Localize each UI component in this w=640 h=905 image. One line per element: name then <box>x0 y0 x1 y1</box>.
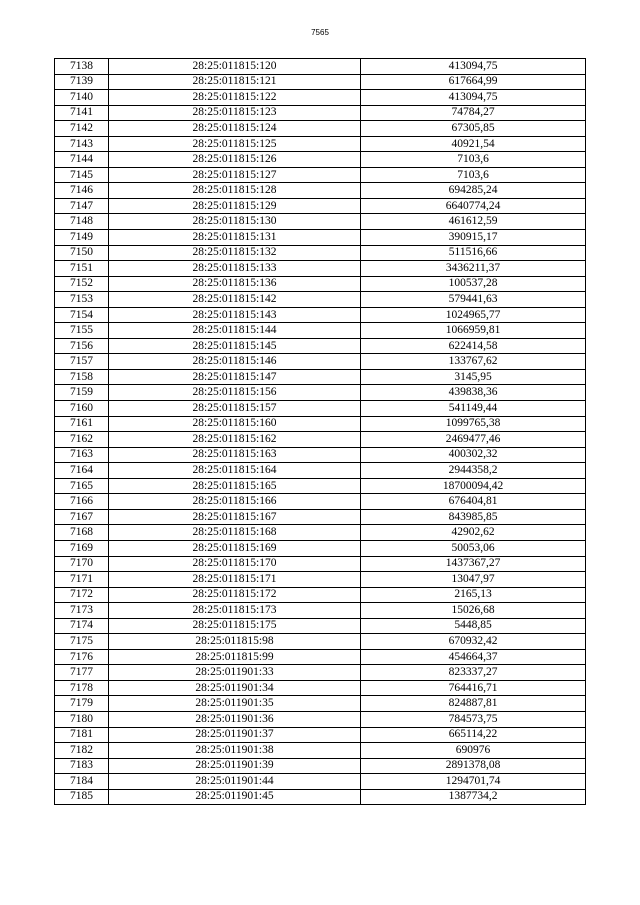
table-row <box>55 416 586 432</box>
cadastral-value-cell: 74784,27 <box>361 105 586 121</box>
cadastral-number-cell: 28:25:011901:34 <box>109 680 361 696</box>
cadastral-number-cell: 28:25:011815:133 <box>109 261 361 277</box>
cadastral-number-cell: 28:25:011815:167 <box>109 509 361 525</box>
table-row <box>55 556 586 572</box>
row-number-cell: 7147 <box>55 198 109 214</box>
row-number-cell: 7153 <box>55 292 109 308</box>
table-row <box>55 136 586 152</box>
cadastral-number-cell: 28:25:011815:123 <box>109 105 361 121</box>
row-number-cell: 7176 <box>55 649 109 665</box>
cadastral-number-cell: 28:25:011815:130 <box>109 214 361 230</box>
cadastral-value-cell: 690976 <box>361 743 586 759</box>
row-number-cell: 7144 <box>55 152 109 168</box>
cadastral-value-cell: 1066959,81 <box>361 323 586 339</box>
table-body <box>55 59 586 805</box>
cadastral-value-cell: 2469477,46 <box>361 432 586 448</box>
cadastral-number-cell: 28:25:011815:146 <box>109 354 361 370</box>
row-number-cell: 7160 <box>55 401 109 417</box>
cadastral-number-cell: 28:25:011815:125 <box>109 136 361 152</box>
table-row <box>55 603 586 619</box>
table-row <box>55 292 586 308</box>
cadastral-value-cell: 823337,27 <box>361 665 586 681</box>
cadastral-value-cell: 413094,75 <box>361 59 586 75</box>
row-number-cell: 7152 <box>55 276 109 292</box>
table-row <box>55 572 586 588</box>
row-number-cell: 7178 <box>55 680 109 696</box>
row-number-cell: 7185 <box>55 789 109 805</box>
cadastral-value-cell: 133767,62 <box>361 354 586 370</box>
table-row <box>55 680 586 696</box>
cadastral-number-cell: 28:25:011815:132 <box>109 245 361 261</box>
row-number-cell: 7166 <box>55 494 109 510</box>
cadastral-number-cell: 28:25:011815:122 <box>109 90 361 106</box>
table-row <box>55 307 586 323</box>
cadastral-value-cell: 617664,99 <box>361 74 586 90</box>
cadastral-number-cell: 28:25:011815:142 <box>109 292 361 308</box>
page-number: 7565 <box>311 28 329 37</box>
row-number-cell: 7158 <box>55 369 109 385</box>
row-number-cell: 7138 <box>55 59 109 75</box>
cadastral-value-cell: 541149,44 <box>361 401 586 417</box>
table-row <box>55 245 586 261</box>
cadastral-number-cell: 28:25:011901:37 <box>109 727 361 743</box>
table-row <box>55 261 586 277</box>
cadastral-number-cell: 28:25:011815:171 <box>109 572 361 588</box>
cadastral-value-cell: 7103,6 <box>361 167 586 183</box>
cadastral-number-cell: 28:25:011815:168 <box>109 525 361 541</box>
cadastral-number-cell: 28:25:011815:164 <box>109 463 361 479</box>
cadastral-number-cell: 28:25:011901:45 <box>109 789 361 805</box>
table-row <box>55 230 586 246</box>
table-row <box>55 447 586 463</box>
row-number-cell: 7162 <box>55 432 109 448</box>
table-row <box>55 478 586 494</box>
row-number-cell: 7169 <box>55 540 109 556</box>
table-row <box>55 276 586 292</box>
cadastral-value-cell: 824887,81 <box>361 696 586 712</box>
table-row <box>55 665 586 681</box>
row-number-cell: 7164 <box>55 463 109 479</box>
cadastral-value-cell: 665114,22 <box>361 727 586 743</box>
row-number-cell: 7181 <box>55 727 109 743</box>
table-row <box>55 167 586 183</box>
cadastral-value-cell: 413094,75 <box>361 90 586 106</box>
row-number-cell: 7179 <box>55 696 109 712</box>
row-number-cell: 7143 <box>55 136 109 152</box>
cadastral-number-cell: 28:25:011815:129 <box>109 198 361 214</box>
cadastral-value-cell: 579441,63 <box>361 292 586 308</box>
cadastral-number-cell: 28:25:011901:33 <box>109 665 361 681</box>
row-number-cell: 7165 <box>55 478 109 494</box>
row-number-cell: 7175 <box>55 634 109 650</box>
table-row <box>55 338 586 354</box>
cadastral-value-cell: 670932,42 <box>361 634 586 650</box>
cadastral-number-cell: 28:25:011815:98 <box>109 634 361 650</box>
table-row <box>55 214 586 230</box>
cadastral-number-cell: 28:25:011815:131 <box>109 230 361 246</box>
cadastral-value-cell: 2165,13 <box>361 587 586 603</box>
row-number-cell: 7142 <box>55 121 109 137</box>
cadastral-value-cell: 40921,54 <box>361 136 586 152</box>
cadastral-value-cell: 511516,66 <box>361 245 586 261</box>
row-number-cell: 7183 <box>55 758 109 774</box>
cadastral-value-table <box>54 58 586 805</box>
cadastral-value-cell: 454664,37 <box>361 649 586 665</box>
row-number-cell: 7154 <box>55 307 109 323</box>
cadastral-number-cell: 28:25:011815:136 <box>109 276 361 292</box>
cadastral-number-cell: 28:25:011815:143 <box>109 307 361 323</box>
table-row <box>55 432 586 448</box>
cadastral-number-cell: 28:25:011815:124 <box>109 121 361 137</box>
row-number-cell: 7170 <box>55 556 109 572</box>
row-number-cell: 7139 <box>55 74 109 90</box>
table-row <box>55 525 586 541</box>
table-row <box>55 401 586 417</box>
table-row <box>55 183 586 199</box>
row-number-cell: 7177 <box>55 665 109 681</box>
row-number-cell: 7182 <box>55 743 109 759</box>
table-row <box>55 727 586 743</box>
cadastral-number-cell: 28:25:011815:166 <box>109 494 361 510</box>
cadastral-value-cell: 100537,28 <box>361 276 586 292</box>
row-number-cell: 7171 <box>55 572 109 588</box>
row-number-cell: 7146 <box>55 183 109 199</box>
table-row <box>55 494 586 510</box>
row-number-cell: 7141 <box>55 105 109 121</box>
table-row <box>55 152 586 168</box>
cadastral-number-cell: 28:25:011815:170 <box>109 556 361 572</box>
cadastral-number-cell: 28:25:011815:156 <box>109 385 361 401</box>
cadastral-value-cell: 5448,85 <box>361 618 586 634</box>
cadastral-value-cell: 390915,17 <box>361 230 586 246</box>
cadastral-value-cell: 50053,06 <box>361 540 586 556</box>
cadastral-value-cell: 1099765,38 <box>361 416 586 432</box>
row-number-cell: 7140 <box>55 90 109 106</box>
row-number-cell: 7151 <box>55 261 109 277</box>
table-row <box>55 74 586 90</box>
cadastral-value-cell: 67305,85 <box>361 121 586 137</box>
row-number-cell: 7173 <box>55 603 109 619</box>
cadastral-number-cell: 28:25:011815:160 <box>109 416 361 432</box>
table-row <box>55 509 586 525</box>
row-number-cell: 7148 <box>55 214 109 230</box>
row-number-cell: 7168 <box>55 525 109 541</box>
cadastral-value-cell: 676404,81 <box>361 494 586 510</box>
cadastral-number-cell: 28:25:011901:39 <box>109 758 361 774</box>
row-number-cell: 7156 <box>55 338 109 354</box>
table-row <box>55 59 586 75</box>
table-row <box>55 90 586 106</box>
table-row <box>55 105 586 121</box>
table-row <box>55 587 586 603</box>
cadastral-value-cell: 1024965,77 <box>361 307 586 323</box>
cadastral-value-cell: 400302,32 <box>361 447 586 463</box>
cadastral-value-cell: 843985,85 <box>361 509 586 525</box>
row-number-cell: 7184 <box>55 774 109 790</box>
table-row <box>55 774 586 790</box>
row-number-cell: 7150 <box>55 245 109 261</box>
cadastral-number-cell: 28:25:011815:172 <box>109 587 361 603</box>
table-row <box>55 323 586 339</box>
row-number-cell: 7159 <box>55 385 109 401</box>
cadastral-value-cell: 7103,6 <box>361 152 586 168</box>
row-number-cell: 7157 <box>55 354 109 370</box>
cadastral-value-cell: 13047,97 <box>361 572 586 588</box>
cadastral-value-cell: 439838,36 <box>361 385 586 401</box>
table-row <box>55 634 586 650</box>
cadastral-number-cell: 28:25:011815:162 <box>109 432 361 448</box>
cadastral-number-cell: 28:25:011901:44 <box>109 774 361 790</box>
table-row <box>55 385 586 401</box>
cadastral-number-cell: 28:25:011815:120 <box>109 59 361 75</box>
table-row <box>55 649 586 665</box>
cadastral-value-cell: 18700094,42 <box>361 478 586 494</box>
cadastral-value-cell: 1294701,74 <box>361 774 586 790</box>
table-row <box>55 369 586 385</box>
cadastral-number-cell: 28:25:011815:175 <box>109 618 361 634</box>
cadastral-number-cell: 28:25:011815:165 <box>109 478 361 494</box>
row-number-cell: 7167 <box>55 509 109 525</box>
cadastral-value-cell: 1437367,27 <box>361 556 586 572</box>
cadastral-value-cell: 622414,58 <box>361 338 586 354</box>
cadastral-number-cell: 28:25:011815:147 <box>109 369 361 385</box>
table-row <box>55 121 586 137</box>
cadastral-number-cell: 28:25:011815:126 <box>109 152 361 168</box>
cadastral-value-cell: 694285,24 <box>361 183 586 199</box>
cadastral-number-cell: 28:25:011815:157 <box>109 401 361 417</box>
cadastral-value-cell: 2944358,2 <box>361 463 586 479</box>
cadastral-number-cell: 28:25:011901:36 <box>109 711 361 727</box>
cadastral-number-cell: 28:25:011815:173 <box>109 603 361 619</box>
cadastral-value-cell: 15026,68 <box>361 603 586 619</box>
cadastral-number-cell: 28:25:011815:163 <box>109 447 361 463</box>
table-row <box>55 618 586 634</box>
cadastral-value-cell: 42902,62 <box>361 525 586 541</box>
row-number-cell: 7145 <box>55 167 109 183</box>
row-number-cell: 7172 <box>55 587 109 603</box>
cadastral-value-cell: 6640774,24 <box>361 198 586 214</box>
cadastral-number-cell: 28:25:011901:38 <box>109 743 361 759</box>
table-row <box>55 789 586 805</box>
table-row <box>55 711 586 727</box>
cadastral-value-cell: 2891378,08 <box>361 758 586 774</box>
row-number-cell: 7155 <box>55 323 109 339</box>
cadastral-number-cell: 28:25:011815:121 <box>109 74 361 90</box>
row-number-cell: 7149 <box>55 230 109 246</box>
cadastral-value-cell: 784573,75 <box>361 711 586 727</box>
table-row <box>55 198 586 214</box>
cadastral-number-cell: 28:25:011815:127 <box>109 167 361 183</box>
cadastral-value-cell: 3145,95 <box>361 369 586 385</box>
cadastral-number-cell: 28:25:011815:145 <box>109 338 361 354</box>
cadastral-value-cell: 764416,71 <box>361 680 586 696</box>
table-row <box>55 758 586 774</box>
cadastral-value-cell: 1387734,2 <box>361 789 586 805</box>
table-row <box>55 540 586 556</box>
cadastral-number-cell: 28:25:011815:144 <box>109 323 361 339</box>
row-number-cell: 7174 <box>55 618 109 634</box>
row-number-cell: 7163 <box>55 447 109 463</box>
table-row <box>55 354 586 370</box>
table-row <box>55 463 586 479</box>
cadastral-number-cell: 28:25:011815:169 <box>109 540 361 556</box>
cadastral-number-cell: 28:25:011815:99 <box>109 649 361 665</box>
table-row <box>55 743 586 759</box>
row-number-cell: 7180 <box>55 711 109 727</box>
cadastral-value-cell: 461612,59 <box>361 214 586 230</box>
row-number-cell: 7161 <box>55 416 109 432</box>
cadastral-number-cell: 28:25:011901:35 <box>109 696 361 712</box>
table-row <box>55 696 586 712</box>
cadastral-number-cell: 28:25:011815:128 <box>109 183 361 199</box>
cadastral-value-cell: 3436211,37 <box>361 261 586 277</box>
